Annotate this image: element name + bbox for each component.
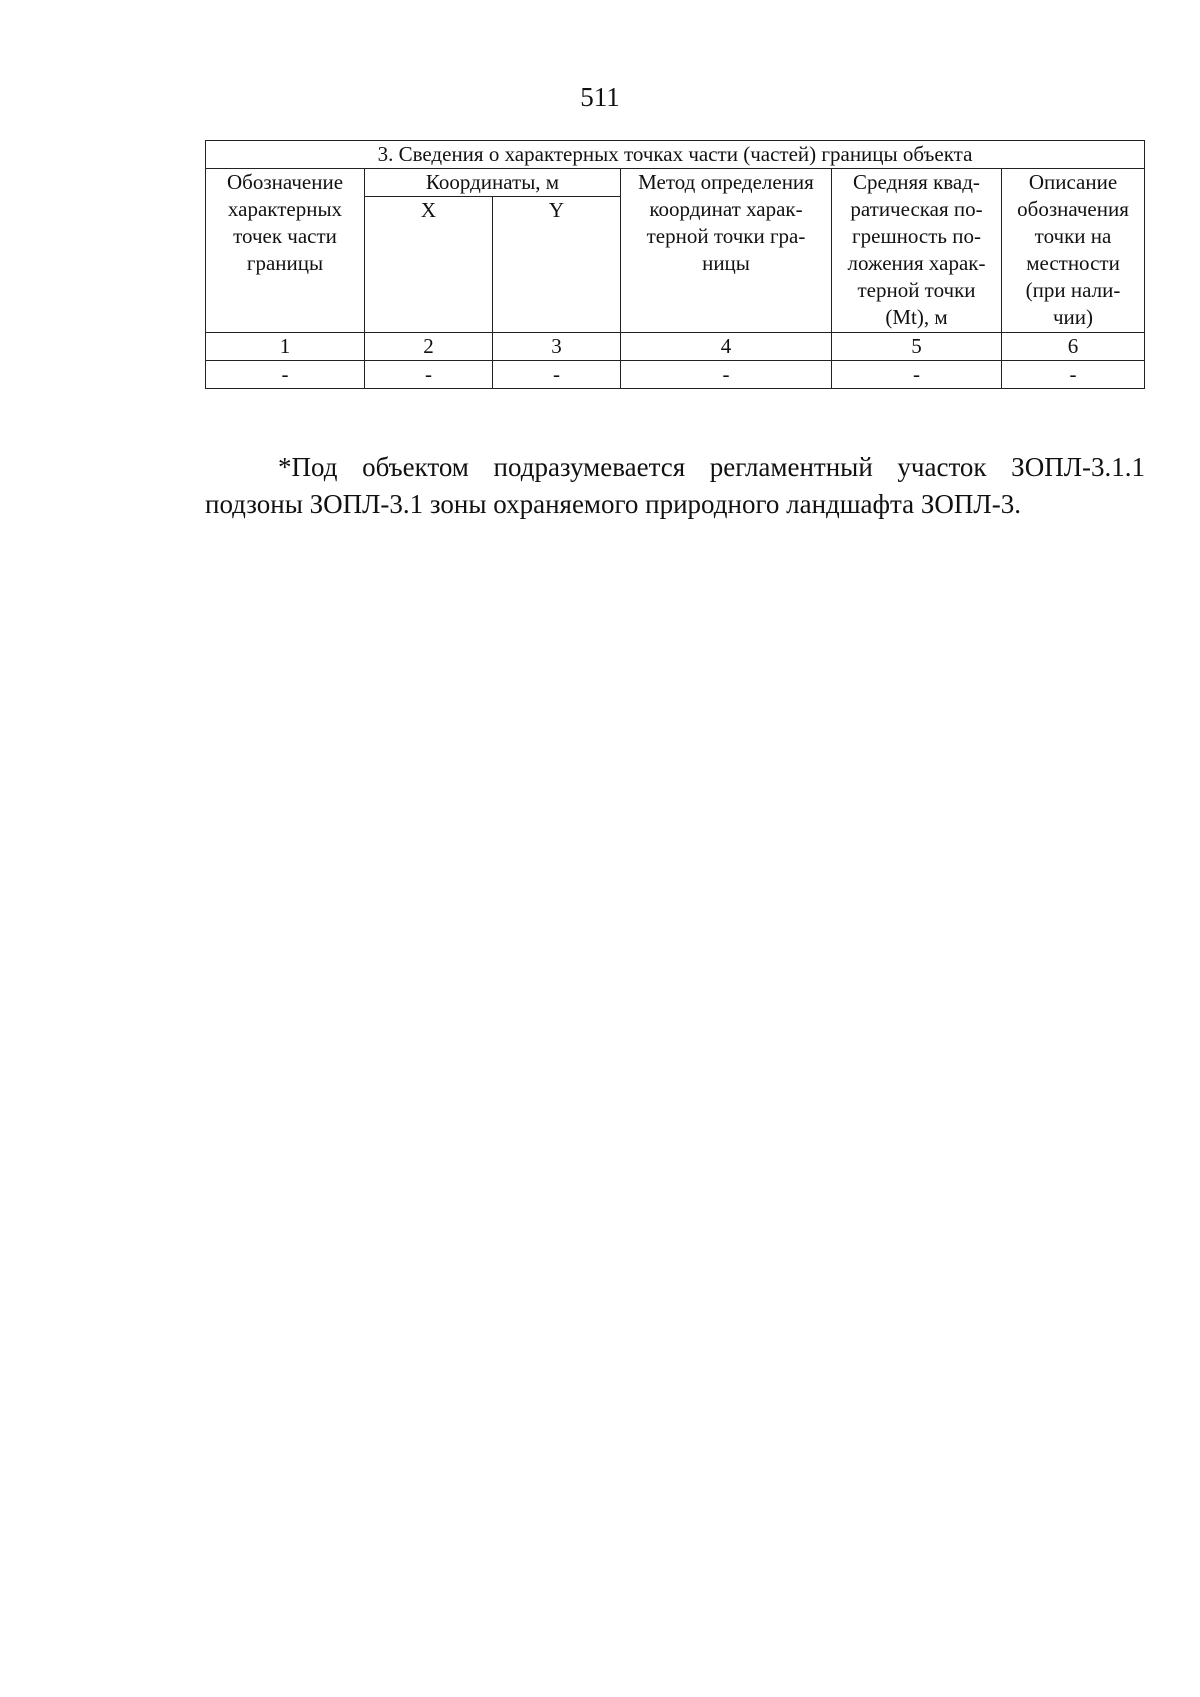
header-designation: Обозначение характерных точек части границы	[206, 169, 365, 333]
column-number: 5	[832, 333, 1002, 361]
column-number-row	[206, 333, 1145, 361]
table-cell: -	[206, 361, 365, 389]
header-method: Метод определения координат харак- терной точки гра- ницы	[621, 169, 832, 333]
footnote: *Под объектом подразумевается регламентный участок ЗОПЛ-3.1.1 подзоны ЗОПЛ-3.1 зоны охраняемого природного ландшафта ЗОПЛ-3.	[205, 452, 1145, 519]
table-cell: -	[1002, 361, 1145, 389]
header-coordinates: Координаты, м	[365, 169, 621, 197]
header-y: Y	[493, 197, 621, 333]
column-number: 6	[1002, 333, 1145, 361]
table-title: 3. Сведения о характерных точках части (частей) границы объекта	[206, 141, 1145, 169]
column-number: 4	[621, 333, 832, 361]
characteristic-points-table	[205, 140, 1145, 389]
table-cell: -	[365, 361, 493, 389]
header-error: Средняя квад- ратическая по- грешность по- ложения харак- терной точки (Mt), м	[832, 169, 1002, 333]
header-description: Описание обозначения точки на местности (при нали- чии)	[1002, 169, 1145, 333]
column-number: 3	[493, 333, 621, 361]
column-number: 2	[365, 333, 493, 361]
table-cell: -	[621, 361, 832, 389]
page-number: 511	[580, 82, 620, 112]
table-cell: -	[493, 361, 621, 389]
table-row	[206, 361, 1145, 389]
table-cell: -	[832, 361, 1002, 389]
header-x: X	[365, 197, 493, 333]
column-number: 1	[206, 333, 365, 361]
